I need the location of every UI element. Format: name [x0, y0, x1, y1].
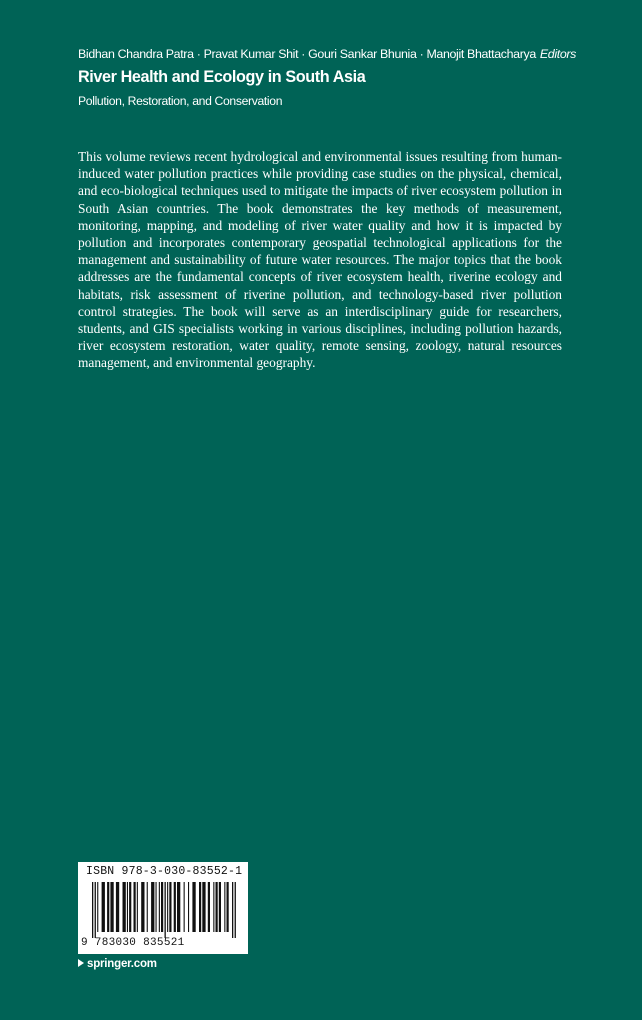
triangle-right-icon: [78, 959, 84, 967]
book-title: River Health and Ecology in South Asia: [78, 68, 366, 86]
barcode-digits: 9 783030 835521: [81, 937, 185, 949]
editors-line: [78, 47, 618, 61]
isbn-barcode-box: [78, 862, 248, 954]
editors-role: Editors: [539, 47, 576, 61]
book-subtitle: Pollution, Restoration, and Conservation: [78, 94, 283, 108]
barcode-icon: [92, 882, 236, 938]
editors-names: Bidhan Chandra Patra · Pravat Kumar Shit · Gouri Sankar Bhunia · Manojit Bhattacharya: [78, 47, 536, 61]
isbn-label: ISBN 978-3-030-83552-1: [86, 865, 243, 878]
springer-link[interactable]: [78, 958, 157, 970]
book-description: This volume reviews recent hydrological and environmental issues resulting from human-induced water pollution practices while providing case studies on the physical, chemical, and eco-biological techniques used to mitigate the impacts of river ecosystem pollution in South Asian countries. The book demonstrates the key methods of measurement, monitoring, mapping, and modeling of river water quality and how it is impacted by pollution and incorporates contemporary geospatial technological applications for the management and sustainability of future water resources. The major topics that the book addresses are the fundamental concepts of river ecosystem health, riverine ecology and habitats, risk assessment of riverine pollution, and technology-based river pollution control strategies. The book will serve as an interdisciplinary guide for researchers, students, and GIS specialists working in various disciplines, including pollution hazards, river ecosystem restoration, water quality, remote sensing, zoology, natural resources management, and environmental geography.: [78, 149, 562, 371]
springer-link-text: springer.com: [87, 958, 157, 970]
